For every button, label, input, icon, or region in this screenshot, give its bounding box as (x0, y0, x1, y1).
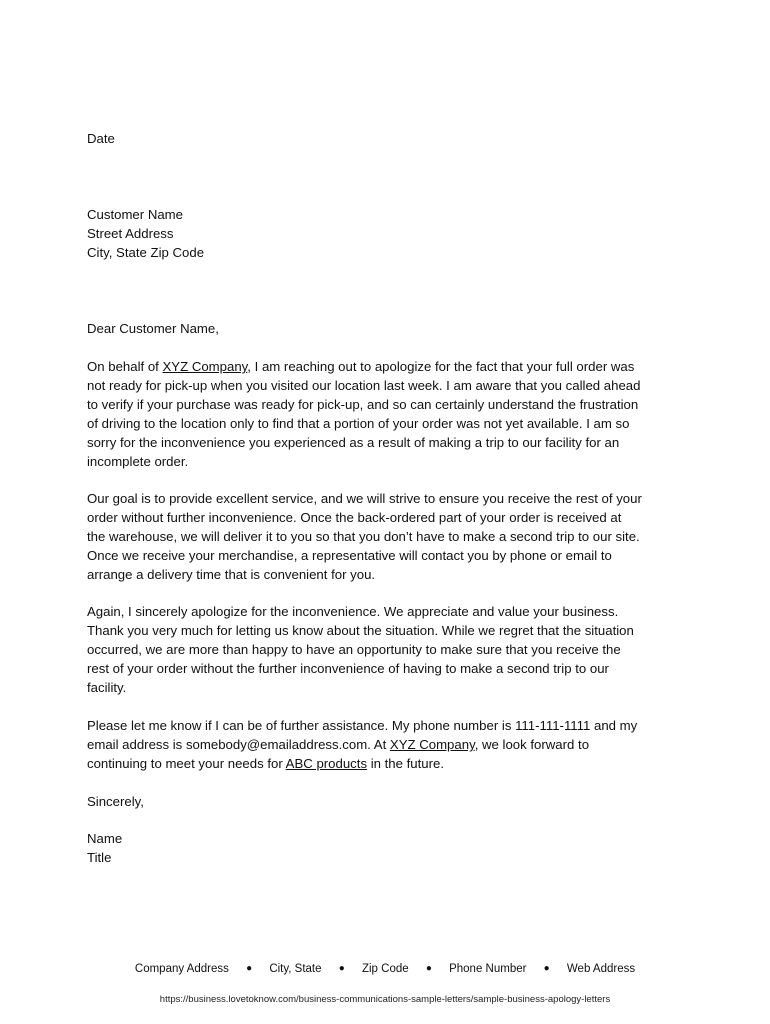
footer-company-address: Company Address (134, 963, 229, 975)
paragraph-3-line: occurred, we are more than happy to have an opportunity to make sure that you receive the (87, 642, 621, 657)
paragraph-1-prefix: On behalf of (87, 359, 163, 374)
paragraph-3-line: Thank you very much for letting us know about the situation. While we regret that the situation (87, 623, 634, 638)
paragraph-4-line3-rest: in the future. (367, 756, 445, 771)
paragraph-2-line: Our goal is to provide excellent service, and we will strive to ensure you receive the rest of your (87, 491, 642, 506)
footer-phone-number: Phone Number (449, 963, 527, 975)
recipient-address-block (87, 205, 687, 262)
signature-title: Title (87, 850, 112, 865)
paragraph-2-line: order without further inconvenience. Once the back-ordered part of your order is received at (87, 510, 622, 525)
footer-zip-code: Zip Code (361, 963, 409, 975)
abc-products-link[interactable]: ABC products (285, 756, 368, 771)
footer-web-address: Web Address (566, 963, 636, 975)
date-text: Date (87, 131, 115, 146)
paragraph-4-line2-prefix: email address is somebody@emailaddress.com. At (87, 737, 390, 752)
closing (87, 792, 687, 811)
letterhead-footer (0, 961, 770, 977)
paragraph-1-line1-rest: , I am reaching out to apologize for the fact that your full order was (247, 359, 635, 374)
paragraph-4-line (87, 754, 687, 773)
paragraph-1 (87, 357, 687, 471)
paragraph-1-line: to verify if your purchase was ready for pick-up, and so can certainly understand the frustration (87, 397, 639, 412)
recipient-street: Street Address (87, 226, 174, 241)
xyz-company-link[interactable]: XYZ Company (389, 737, 475, 752)
signature-block (87, 829, 687, 867)
paragraph-3-line: rest of your order without the further inconvenience of having to make a second trip to our (87, 661, 609, 676)
paragraph-4-line (87, 735, 687, 754)
paragraph-1-line: incomplete order. (87, 454, 189, 469)
paragraph-3 (87, 602, 687, 697)
bullet-icon: ● (425, 963, 432, 974)
paragraph-1-line: of driving to the location only to find that a portion of your order was not yet available. I am so (87, 416, 630, 431)
paragraph-1-line: not ready for pick-up when you visited our location last week. I am aware that you called ahead (87, 378, 641, 393)
date-line (87, 129, 687, 148)
paragraph-2-line: the warehouse, we will deliver it to you so that you don’t have to make a second trip to our site. (87, 529, 640, 544)
paragraph-3-line: facility. (87, 680, 127, 695)
paragraph-1-line: sorry for the inconvenience you experienced as a result of making a trip to our facility for an (87, 435, 620, 450)
paragraph-4-line2-rest: , we look forward to (474, 737, 590, 752)
paragraph-4 (87, 716, 687, 773)
source-url[interactable]: https://business.lovetoknow.com/business-communications-sample-letters/sample-business-apology-letters (159, 994, 611, 1005)
bullet-icon: ● (246, 963, 253, 974)
paragraph-1-line (87, 357, 687, 376)
bullet-icon: ● (338, 963, 345, 974)
salutation-text: Dear Customer Name, (87, 321, 219, 336)
paragraph-2-line: Once we receive your merchandise, a representative will contact you by phone or email to (87, 548, 612, 563)
signature-name: Name (87, 831, 123, 846)
footer-city-state: City, State (269, 963, 322, 975)
bullet-icon: ● (543, 963, 550, 974)
paragraph-2-line: arrange a delivery time that is convenient for you. (87, 567, 376, 582)
paragraph-4-line3-prefix: continuing to meet your needs for (87, 756, 286, 771)
xyz-company-link[interactable]: XYZ Company (162, 359, 248, 374)
recipient-name: Customer Name (87, 207, 184, 222)
paragraph-3-line: Again, I sincerely apologize for the inconvenience. We appreciate and value your business. (87, 604, 619, 619)
recipient-city-state-zip: City, State Zip Code (87, 245, 205, 260)
paragraph-2 (87, 489, 687, 584)
closing-text: Sincerely, (87, 794, 144, 809)
paragraph-4-line: Please let me know if I can be of further assistance. My phone number is 111-111-1111 and my (87, 718, 638, 733)
salutation (87, 319, 687, 338)
